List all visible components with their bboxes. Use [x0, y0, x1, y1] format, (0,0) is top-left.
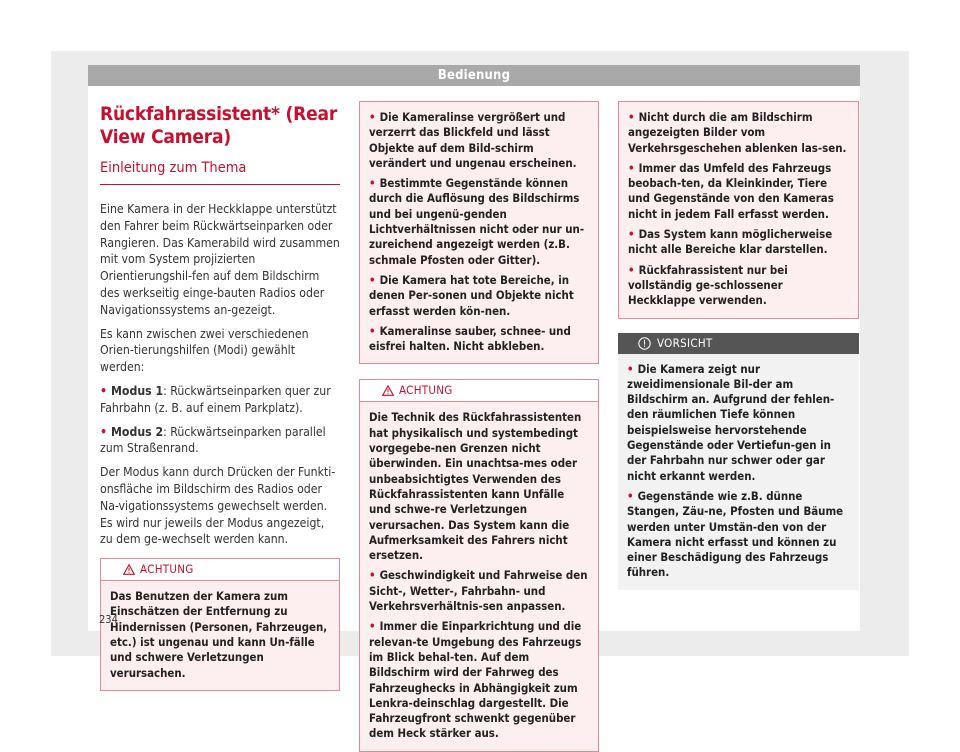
warning-item-text: Immer das Umfeld des Fahrzeugs beobach-ten, da Kleinkinder, Tiere und Gegenstände von den Kameras nicht in jedem Fall erfasst werden. [628, 160, 834, 221]
warning-item-text: Die Kameralinse vergrößert und verzerrt das Blickfeld und lässt Objekte auf dem Bild-schirm verändert und ungenau erscheinen. [369, 110, 577, 170]
warning-text: Das Benutzen der Kamera zum Einschätzen der Entfernung zu Hindernissen (Personen, Fahrzeugen, etc.) ist ungenau und kann Un-fälle und schwere Verletzungen verursachen. [110, 589, 328, 680]
caution-box [618, 333, 859, 590]
column-2 [359, 101, 599, 752]
intro-paragraph-2: Es kann zwischen zwei verschiedenen Orien-tierungshilfen (Modi) gewählt werden: [100, 326, 309, 375]
mode-label: Modus 2 [111, 424, 164, 439]
bullet-icon: • [628, 262, 635, 277]
intro-text [100, 201, 340, 548]
page-title: Rückfahrassistent* (Rear View Camera) [100, 103, 338, 148]
warning-item [628, 161, 849, 222]
section-header: Bedienung [88, 65, 860, 86]
warning-box-header [101, 559, 339, 581]
warning-continuation-box [618, 101, 859, 319]
warning-item-text: Geschwindigkeit und Fahrweise den Sicht-, Wetter-, Fahrbahn- und Verkehrsverhältnis-sen anpassen. [369, 568, 588, 614]
bullet-icon: • [369, 323, 376, 338]
caution-body [618, 354, 859, 590]
warning-item [369, 110, 589, 171]
caution-box-header [618, 333, 859, 354]
warning-heading: ACHTUNG [399, 383, 453, 398]
bullet-icon: • [628, 160, 635, 175]
caution-item-text: Gegenstände wie z.B. dünne Stangen, Zäu-ne, Pfosten und Bäume werden unter Umstän-den von der Kamera nicht erfasst und können zu einer Beschädigung des Fahrzeugs führen. [627, 488, 844, 580]
warning-body [360, 402, 598, 750]
caution-heading: VORSICHT [657, 335, 713, 350]
caution-item-text: Die Kamera zeigt nur zweidimensionale Bil-der am Bildschirm an. Aufgrund der fehlen-den räumlichen Tiefe können beispielsweise hervorstehende Gegenstände oder Vertiefun-gen in der Fahrbahn nur schwer oder gar nicht erkannt werden. [627, 361, 835, 483]
warning-body [360, 102, 598, 363]
mode-item [100, 424, 340, 458]
warning-body [619, 102, 858, 318]
bullet-icon: • [369, 110, 376, 124]
warning-box-2 [359, 379, 599, 751]
caution-item [627, 489, 850, 581]
section-subtitle: Einleitung zum Thema [100, 158, 340, 185]
warning-item [628, 110, 849, 156]
intro-paragraph-1: Eine Kamera in der Heckklappe unterstützt den Fahrer beim Rückwärtseinparken oder Rangieren. Das Kamerabild wird zusammen mit vom System projizierten Orientierungshil-fen auf dem Bildschirm des werkseitig einge-bauten Radios oder Navigationssystems an-gezeigt. [100, 202, 340, 317]
bullet-icon: • [100, 383, 108, 398]
mode-text: : Rückwärtseinparken parallel zum Straßenrand. [100, 424, 326, 456]
warning-item [628, 227, 849, 258]
bullet-icon: • [628, 227, 635, 242]
warning-item [628, 263, 849, 309]
warning-triangle-icon [123, 564, 135, 575]
page-number: 234 [99, 613, 118, 626]
warning-item [369, 568, 589, 614]
warning-box-1 [100, 558, 340, 691]
warning-item-text: Das System kann möglicherweise nicht alle Bereiche klar darstellen. [628, 227, 833, 257]
warning-item-text: Immer die Einparkrichtung und die relevan-te Umgebung des Fahrzeugs im Blick behal-ten. Auf dem Bildschirm wird der Fahrweg des Fahrzeughecks in Abhängigkeit zum Lenkra-deinschlag dargestellt. Die Fahrzeugfront schwenkt gegenüber dem Heck stärker aus. [369, 619, 582, 741]
column-1 [100, 103, 340, 691]
warning-item-text: Bestimmte Gegenstände können durch die Auflösung des Bildschirms und bei ungenü-genden Lichtverhältnissen nicht oder nur un-zureichend angezeigt werden (z.B. schmale Pfosten oder Gitter). [369, 176, 585, 267]
warning-body [101, 581, 339, 690]
warning-continuation-box [359, 101, 599, 364]
bullet-icon: • [369, 272, 376, 287]
bullet-icon: • [369, 619, 376, 634]
mode-label: Modus 1 [111, 383, 164, 398]
warning-item [369, 324, 589, 355]
warning-triangle-icon [382, 385, 394, 396]
bullet-icon: • [369, 176, 376, 191]
intro-paragraph-3: Der Modus kann durch Drücken der Funkti-onsfläche im Bildschirm des Radios oder Na-vigationssystems gewechselt werden. Es wird nur jeweils der Modus angezeigt, zu dem ge-wechselt werden kann. [100, 465, 336, 547]
bullet-icon: • [100, 424, 108, 439]
warning-box-header [360, 380, 598, 402]
bullet-icon: • [627, 488, 634, 503]
mode-item [100, 383, 340, 417]
bullet-icon: • [628, 110, 635, 124]
bullet-icon: • [627, 361, 634, 376]
warning-item-text: Die Kamera hat tote Bereiche, in denen Per-sonen und Objekte nicht erfasst werden kön-nen. [369, 272, 574, 318]
warning-item [369, 176, 589, 268]
warning-item [369, 273, 589, 319]
manual-page [88, 65, 860, 741]
column-3 [618, 101, 859, 590]
caution-item [627, 362, 850, 484]
warning-item [369, 619, 589, 741]
warning-item-text: Kameralinse sauber, schnee- und eisfrei halten. Nicht abkleben. [369, 323, 571, 354]
info-circle-icon [638, 337, 651, 350]
warning-heading: ACHTUNG [140, 562, 194, 577]
warning-item-text: Rückfahrassistent nur bei vollständig ge-schlossener Heckklappe verwenden. [628, 262, 788, 308]
warning-intro: Die Technik des Rückfahrassistenten hat physikalisch und systembedingt vorgegebe-nen Grenzen nicht überwinden. Ein unachtsa-mes oder unbeabsichtigtes Verwenden des Rückfahrassistenten kann Unfälle und schwe-re Verletzungen verursachen. Das System kann die Aufmerksamkeit des Fahrers nicht ersetzen. [369, 410, 582, 563]
bullet-icon: • [369, 568, 376, 583]
warning-item-text: Nicht durch die am Bildschirm angezeigten Bilder vom Verkehrsgeschehen ablenken las-sen. [628, 110, 847, 155]
mode-text: : Rückwärtseinparken quer zur Fahrbahn (z. B. auf einem Parkplatz). [100, 383, 331, 415]
